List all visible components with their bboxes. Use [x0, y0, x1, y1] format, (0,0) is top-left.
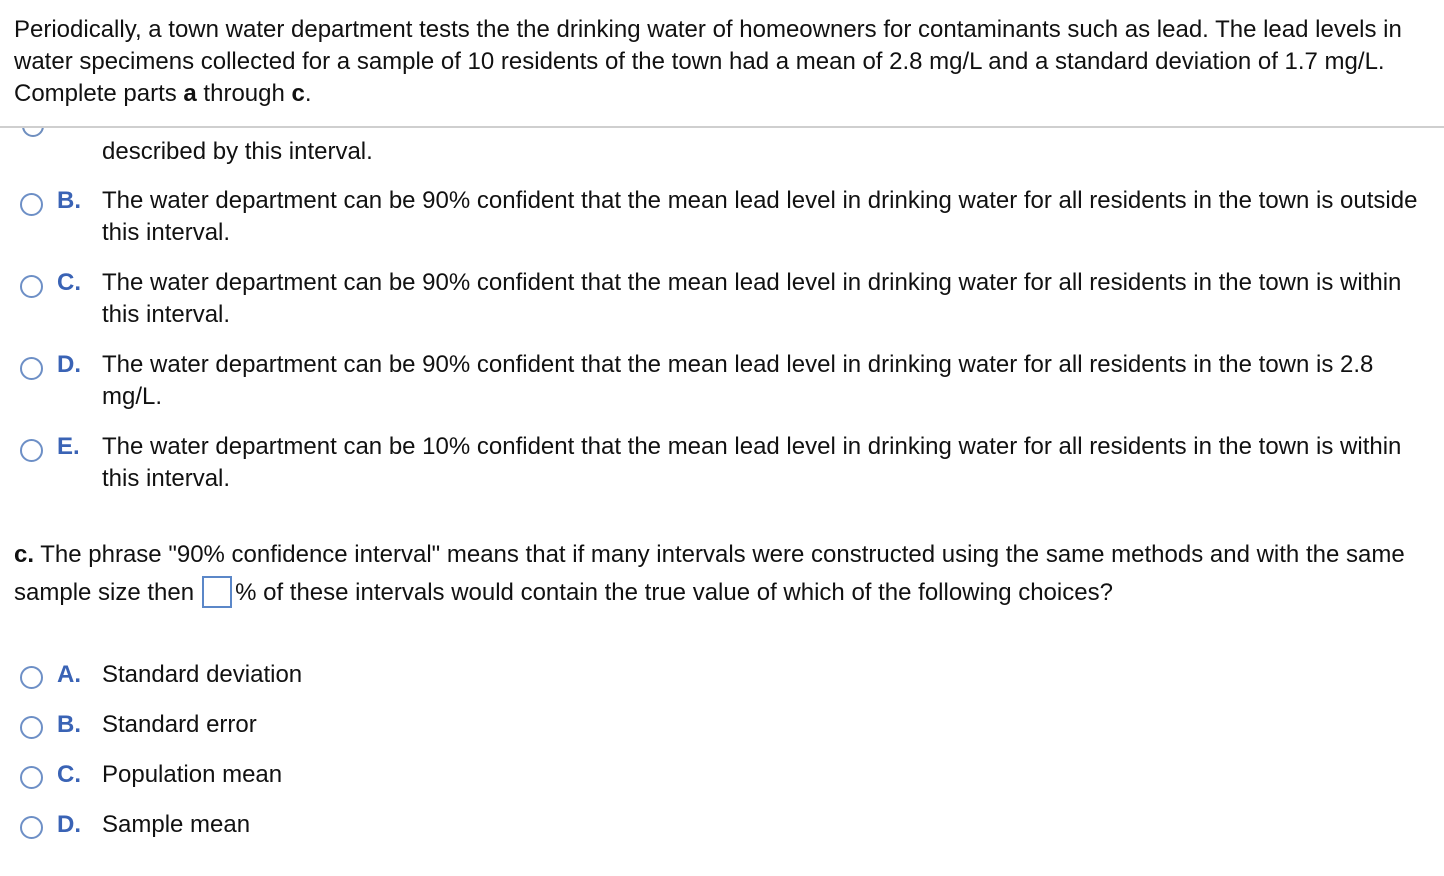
option-text: The water department can be 90% confident that the mean lead level in drinking water for all residents in the town is within this interval. [102, 269, 1402, 328]
choice-text: Population mean [102, 761, 283, 788]
option-text: The water department can be 90% confident that the mean lead level in drinking water for all residents in the town is 2.8 mg/L. [102, 351, 1374, 410]
option-letter: C. [57, 269, 81, 296]
percent-answer-input[interactable] [202, 576, 232, 608]
radio-button-choice-a[interactable] [20, 666, 43, 689]
choice-letter: B. [57, 711, 81, 738]
part-c-question [14, 536, 1429, 612]
choice-text: Standard deviation [102, 661, 303, 688]
part-c-label-ref: c [291, 80, 305, 107]
option-a-cutoff-text: described by this interval. [102, 138, 373, 165]
option-text: The water department can be 90% confident that the mean lead level in drinking water for all residents in the town is outside this interval. [102, 187, 1418, 246]
choice-letter: C. [57, 761, 81, 788]
through-text: through [196, 80, 292, 107]
choice-text: Standard error [102, 711, 257, 738]
choice-letter: A. [57, 661, 81, 688]
choice-letter: D. [57, 811, 81, 838]
radio-button-b[interactable] [20, 193, 43, 216]
period: . [304, 80, 312, 107]
part-a-label: a [183, 80, 197, 107]
radio-button-choice-d[interactable] [20, 816, 43, 839]
radio-button-a-partial[interactable] [22, 128, 44, 137]
part-c-text-after: % of these intervals would contain the true value of which of the following choices? [235, 579, 1113, 606]
option-text: The water department can be 10% confident that the mean lead level in drinking water for all residents in the town is within this interval. [102, 433, 1402, 492]
option-letter: E. [57, 433, 80, 460]
radio-button-d[interactable] [20, 357, 43, 380]
radio-button-choice-c[interactable] [20, 766, 43, 789]
option-letter: D. [57, 351, 81, 378]
option-letter: B. [57, 187, 81, 214]
part-c-text-before: The phrase "90% confidence interval" means that if many intervals were constructed using the same methods and with the same sample size then [14, 541, 1405, 606]
radio-button-c[interactable] [20, 275, 43, 298]
choice-text: Sample mean [102, 811, 251, 838]
part-c-label: c. [14, 541, 35, 568]
radio-button-e[interactable] [20, 439, 43, 462]
question-intro [14, 14, 1424, 110]
intro-text: Periodically, a town water department tests the the drinking water of homeowners for contaminants such as lead. The lead levels in water specimens collected for a sample of 10 residents of the town had a mean of 2.8 mg/L and a standard deviation of 1.7 mg/L. Complete parts [14, 16, 1402, 107]
radio-button-choice-b[interactable] [20, 716, 43, 739]
